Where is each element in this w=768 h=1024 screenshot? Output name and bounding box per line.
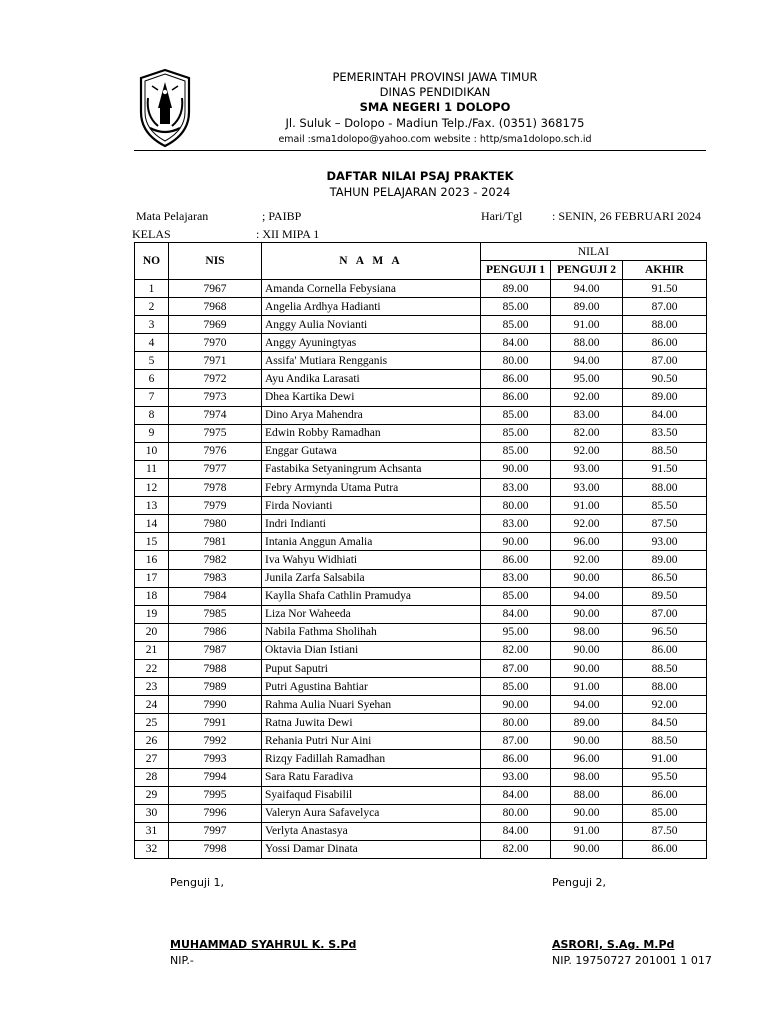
table-row xyxy=(135,479,707,497)
cell-penguji-2: 94.00 xyxy=(551,587,623,605)
cell-penguji-1: 90.00 xyxy=(481,533,551,551)
cell-nis: 7993 xyxy=(169,750,262,768)
cell-penguji-2: 92.00 xyxy=(551,551,623,569)
school-address: Jl. Suluk – Dolopo - Madiun Telp./Fax. (0351) 368175 xyxy=(285,116,585,130)
examiner-2-name: ASRORI, S.Ag. M.Pd xyxy=(552,938,675,951)
cell-penguji-2: 91.00 xyxy=(551,678,623,696)
cell-akhir: 87.00 xyxy=(623,298,707,316)
cell-nama: Anggy Ayuningtyas xyxy=(262,334,481,352)
cell-nis: 7968 xyxy=(169,298,262,316)
class-label: KELAS xyxy=(132,227,171,241)
cell-nis: 7972 xyxy=(169,370,262,388)
cell-no: 3 xyxy=(135,316,169,334)
cell-akhir: 83.50 xyxy=(623,424,707,442)
cell-akhir: 86.00 xyxy=(623,334,707,352)
cell-nama: Sara Ratu Faradiva xyxy=(262,768,481,786)
table-row xyxy=(135,424,707,442)
cell-penguji-2: 88.00 xyxy=(551,786,623,804)
cell-nama: Verlyta Anastasya xyxy=(262,822,481,840)
cell-nama: Febry Armynda Utama Putra xyxy=(262,479,481,497)
cell-penguji-2: 98.00 xyxy=(551,768,623,786)
cell-penguji-2: 90.00 xyxy=(551,732,623,750)
cell-nama: Amanda Cornella Febysiana xyxy=(262,280,481,298)
class-value: : XII MIPA 1 xyxy=(256,227,320,241)
cell-akhir: 91.00 xyxy=(623,750,707,768)
cell-no: 20 xyxy=(135,623,169,641)
cell-penguji-2: 95.00 xyxy=(551,370,623,388)
cell-no: 15 xyxy=(135,533,169,551)
subject-label: Mata Pelajaran xyxy=(136,209,209,223)
cell-nama: Liza Nor Waheeda xyxy=(262,605,481,623)
cell-akhir: 95.50 xyxy=(623,768,707,786)
cell-nis: 7984 xyxy=(169,587,262,605)
cell-penguji-2: 90.00 xyxy=(551,840,623,858)
cell-nis: 7976 xyxy=(169,442,262,460)
cell-nama: Oktavia Dian Istiani xyxy=(262,641,481,659)
province-emblem-icon xyxy=(136,68,194,148)
cell-penguji-2: 92.00 xyxy=(551,515,623,533)
cell-akhir: 89.00 xyxy=(623,551,707,569)
letterhead xyxy=(0,0,768,150)
cell-nama: Syaifaqud Fisabilil xyxy=(262,786,481,804)
cell-nis: 7990 xyxy=(169,696,262,714)
cell-penguji-2: 96.00 xyxy=(551,533,623,551)
cell-penguji-1: 89.00 xyxy=(481,280,551,298)
cell-penguji-1: 82.00 xyxy=(481,840,551,858)
cell-penguji-1: 87.00 xyxy=(481,732,551,750)
table-row xyxy=(135,605,707,623)
cell-penguji-1: 86.00 xyxy=(481,750,551,768)
header-akhir: AKHIR xyxy=(623,261,707,280)
table-row xyxy=(135,732,707,750)
cell-penguji-1: 87.00 xyxy=(481,659,551,677)
cell-nis: 7998 xyxy=(169,840,262,858)
cell-penguji-1: 80.00 xyxy=(481,497,551,515)
cell-no: 12 xyxy=(135,479,169,497)
cell-penguji-1: 90.00 xyxy=(481,696,551,714)
table-row xyxy=(135,406,707,424)
cell-no: 30 xyxy=(135,804,169,822)
cell-no: 22 xyxy=(135,659,169,677)
cell-penguji-2: 91.00 xyxy=(551,316,623,334)
cell-no: 13 xyxy=(135,497,169,515)
cell-no: 31 xyxy=(135,822,169,840)
table-row xyxy=(135,659,707,677)
cell-penguji-1: 85.00 xyxy=(481,298,551,316)
cell-nama: Junila Zarfa Salsabila xyxy=(262,569,481,587)
grades-table xyxy=(134,242,707,859)
cell-nis: 7991 xyxy=(169,714,262,732)
header-penguji-2: PENGUJI 2 xyxy=(551,261,623,280)
cell-penguji-2: 94.00 xyxy=(551,280,623,298)
table-row xyxy=(135,533,707,551)
government-line: PEMERINTAH PROVINSI JAWA TIMUR xyxy=(332,70,538,84)
cell-nis: 7980 xyxy=(169,515,262,533)
cell-nama: Rehania Putri Nur Aini xyxy=(262,732,481,750)
cell-akhir: 91.50 xyxy=(623,280,707,298)
cell-akhir: 88.50 xyxy=(623,732,707,750)
table-row xyxy=(135,352,707,370)
cell-penguji-1: 95.00 xyxy=(481,623,551,641)
table-row xyxy=(135,334,707,352)
cell-penguji-1: 84.00 xyxy=(481,822,551,840)
title-year: TAHUN PELAJARAN 2023 - 2024 xyxy=(329,185,511,199)
table-row xyxy=(135,696,707,714)
table-row xyxy=(135,822,707,840)
letterhead-divider xyxy=(134,150,706,151)
cell-no: 29 xyxy=(135,786,169,804)
cell-akhir: 89.00 xyxy=(623,388,707,406)
cell-nama: Edwin Robby Ramadhan xyxy=(262,424,481,442)
cell-penguji-2: 91.00 xyxy=(551,822,623,840)
cell-penguji-2: 93.00 xyxy=(551,479,623,497)
title-main: DAFTAR NILAI PSAJ PRAKTEK xyxy=(326,169,514,183)
cell-penguji-1: 85.00 xyxy=(481,442,551,460)
cell-penguji-1: 85.00 xyxy=(481,587,551,605)
cell-akhir: 84.50 xyxy=(623,714,707,732)
cell-nama: Dhea Kartika Dewi xyxy=(262,388,481,406)
cell-no: 24 xyxy=(135,696,169,714)
cell-nis: 7995 xyxy=(169,786,262,804)
cell-nama: Rahma Aulia Nuari Syehan xyxy=(262,696,481,714)
cell-nis: 7969 xyxy=(169,316,262,334)
cell-penguji-2: 89.00 xyxy=(551,298,623,316)
cell-no: 11 xyxy=(135,460,169,478)
cell-akhir: 92.00 xyxy=(623,696,707,714)
examiner-1-role: Penguji 1, xyxy=(170,876,225,889)
header-penguji-1: PENGUJI 1 xyxy=(481,261,551,280)
cell-akhir: 96.50 xyxy=(623,623,707,641)
cell-penguji-2: 94.00 xyxy=(551,696,623,714)
cell-nis: 7967 xyxy=(169,280,262,298)
table-row xyxy=(135,280,707,298)
cell-no: 23 xyxy=(135,678,169,696)
cell-penguji-1: 85.00 xyxy=(481,424,551,442)
cell-nis: 7987 xyxy=(169,641,262,659)
cell-nama: Ayu Andika Larasati xyxy=(262,370,481,388)
cell-no: 28 xyxy=(135,768,169,786)
cell-nama: Anggy Aulia Novianti xyxy=(262,316,481,334)
cell-nama: Enggar Gutawa xyxy=(262,442,481,460)
cell-akhir: 93.00 xyxy=(623,533,707,551)
table-row xyxy=(135,678,707,696)
document-title xyxy=(134,169,706,200)
cell-penguji-2: 82.00 xyxy=(551,424,623,442)
cell-penguji-1: 85.00 xyxy=(481,316,551,334)
cell-nis: 7975 xyxy=(169,424,262,442)
cell-akhir: 89.50 xyxy=(623,587,707,605)
cell-nis: 7983 xyxy=(169,569,262,587)
cell-no: 7 xyxy=(135,388,169,406)
cell-akhir: 86.00 xyxy=(623,840,707,858)
header-nama: N A M A xyxy=(262,243,481,280)
table-row xyxy=(135,551,707,569)
examiner-1-name: MUHAMMAD SYAHRUL K. S.Pd xyxy=(170,938,357,951)
cell-nama: Ratna Juwita Dewi xyxy=(262,714,481,732)
cell-no: 8 xyxy=(135,406,169,424)
cell-nama: Assifa' Mutiara Rengganis xyxy=(262,352,481,370)
cell-no: 9 xyxy=(135,424,169,442)
cell-penguji-1: 86.00 xyxy=(481,551,551,569)
cell-penguji-2: 98.00 xyxy=(551,623,623,641)
date-label: Hari/Tgl xyxy=(481,209,523,223)
cell-nis: 7973 xyxy=(169,388,262,406)
cell-akhir: 86.50 xyxy=(623,569,707,587)
cell-penguji-2: 89.00 xyxy=(551,714,623,732)
cell-penguji-1: 84.00 xyxy=(481,605,551,623)
cell-no: 17 xyxy=(135,569,169,587)
school-contact: email :sma1dolopo@yahoo.com website : http/sma1dolopo.sch.id xyxy=(278,134,592,145)
cell-nis: 7971 xyxy=(169,352,262,370)
cell-nama: Dino Arya Mahendra xyxy=(262,406,481,424)
cell-penguji-2: 93.00 xyxy=(551,460,623,478)
cell-penguji-1: 86.00 xyxy=(481,370,551,388)
cell-penguji-1: 85.00 xyxy=(481,678,551,696)
cell-penguji-1: 83.00 xyxy=(481,515,551,533)
cell-no: 21 xyxy=(135,641,169,659)
cell-nama: Intania Anggun Amalia xyxy=(262,533,481,551)
table-row xyxy=(135,370,707,388)
subject-value: ; PAIBP xyxy=(262,209,302,223)
cell-nama: Yossi Damar Dinata xyxy=(262,840,481,858)
cell-penguji-1: 83.00 xyxy=(481,479,551,497)
table-row xyxy=(135,804,707,822)
header-nis: NIS xyxy=(169,243,262,280)
cell-no: 5 xyxy=(135,352,169,370)
cell-penguji-2: 90.00 xyxy=(551,641,623,659)
cell-penguji-2: 90.00 xyxy=(551,605,623,623)
date-value: : SENIN, 26 FEBRUARI 2024 xyxy=(552,209,702,223)
cell-nama: Kaylla Shafa Cathlin Pramudya xyxy=(262,587,481,605)
table-row xyxy=(135,641,707,659)
cell-akhir: 87.00 xyxy=(623,352,707,370)
cell-no: 27 xyxy=(135,750,169,768)
cell-penguji-2: 91.00 xyxy=(551,497,623,515)
cell-no: 19 xyxy=(135,605,169,623)
table-row xyxy=(135,515,707,533)
table-row xyxy=(135,840,707,858)
examiner-1-nip: NIP.- xyxy=(170,954,194,967)
examiner-2-nip: NIP. 19750727 201001 1 017 xyxy=(552,954,712,967)
cell-akhir: 88.50 xyxy=(623,442,707,460)
cell-nis: 7989 xyxy=(169,678,262,696)
cell-nama: Indri Indianti xyxy=(262,515,481,533)
cell-penguji-2: 92.00 xyxy=(551,442,623,460)
cell-nis: 7970 xyxy=(169,334,262,352)
table-row xyxy=(135,623,707,641)
cell-nama: Fastabika Setyaningrum Achsanta xyxy=(262,460,481,478)
cell-penguji-2: 83.00 xyxy=(551,406,623,424)
cell-no: 32 xyxy=(135,840,169,858)
cell-penguji-1: 86.00 xyxy=(481,388,551,406)
cell-penguji-1: 84.00 xyxy=(481,334,551,352)
cell-akhir: 87.50 xyxy=(623,515,707,533)
table-row xyxy=(135,768,707,786)
cell-nama: Iva Wahyu Widhiati xyxy=(262,551,481,569)
table-row xyxy=(135,316,707,334)
table-row xyxy=(135,388,707,406)
cell-no: 18 xyxy=(135,587,169,605)
cell-penguji-1: 83.00 xyxy=(481,569,551,587)
cell-akhir: 87.00 xyxy=(623,605,707,623)
cell-penguji-2: 90.00 xyxy=(551,659,623,677)
cell-penguji-2: 90.00 xyxy=(551,804,623,822)
cell-penguji-1: 80.00 xyxy=(481,352,551,370)
cell-akhir: 88.50 xyxy=(623,659,707,677)
cell-nis: 7985 xyxy=(169,605,262,623)
cell-nama: Firda Novianti xyxy=(262,497,481,515)
department-line: DINAS PENDIDIKAN xyxy=(379,85,491,99)
cell-nama: Putri Agustina Bahtiar xyxy=(262,678,481,696)
cell-penguji-2: 90.00 xyxy=(551,569,623,587)
cell-akhir: 84.00 xyxy=(623,406,707,424)
cell-nis: 7997 xyxy=(169,822,262,840)
school-name: SMA NEGERI 1 DOLOPO xyxy=(359,100,511,114)
table-row xyxy=(135,587,707,605)
cell-nama: Angelia Ardhya Hadianti xyxy=(262,298,481,316)
cell-nis: 7988 xyxy=(169,659,262,677)
cell-penguji-1: 85.00 xyxy=(481,406,551,424)
cell-no: 16 xyxy=(135,551,169,569)
cell-no: 10 xyxy=(135,442,169,460)
cell-nama: Puput Saputri xyxy=(262,659,481,677)
cell-nis: 7977 xyxy=(169,460,262,478)
cell-penguji-1: 82.00 xyxy=(481,641,551,659)
header-no: NO xyxy=(135,243,169,280)
cell-akhir: 88.00 xyxy=(623,678,707,696)
table-row xyxy=(135,786,707,804)
table-row xyxy=(135,714,707,732)
cell-akhir: 87.50 xyxy=(623,822,707,840)
cell-nama: Nabila Fathma Sholihah xyxy=(262,623,481,641)
cell-no: 6 xyxy=(135,370,169,388)
cell-penguji-1: 90.00 xyxy=(481,460,551,478)
cell-penguji-2: 88.00 xyxy=(551,334,623,352)
table-row xyxy=(135,750,707,768)
cell-nis: 7974 xyxy=(169,406,262,424)
cell-nis: 7992 xyxy=(169,732,262,750)
cell-nama: Valeryn Aura Safavelyca xyxy=(262,804,481,822)
cell-penguji-2: 94.00 xyxy=(551,352,623,370)
cell-akhir: 85.00 xyxy=(623,804,707,822)
cell-akhir: 86.00 xyxy=(623,641,707,659)
cell-nis: 7986 xyxy=(169,623,262,641)
cell-penguji-2: 92.00 xyxy=(551,388,623,406)
cell-penguji-1: 80.00 xyxy=(481,804,551,822)
cell-no: 25 xyxy=(135,714,169,732)
examiner-2-role: Penguji 2, xyxy=(552,876,607,889)
cell-penguji-1: 93.00 xyxy=(481,768,551,786)
cell-akhir: 85.50 xyxy=(623,497,707,515)
table-row xyxy=(135,497,707,515)
letterhead-text xyxy=(200,70,670,147)
table-row xyxy=(135,460,707,478)
grades-table-body xyxy=(135,280,707,859)
cell-akhir: 86.00 xyxy=(623,786,707,804)
cell-no: 14 xyxy=(135,515,169,533)
cell-nis: 7982 xyxy=(169,551,262,569)
cell-akhir: 91.50 xyxy=(623,460,707,478)
table-row xyxy=(135,442,707,460)
table-row xyxy=(135,298,707,316)
cell-akhir: 88.00 xyxy=(623,479,707,497)
cell-penguji-1: 80.00 xyxy=(481,714,551,732)
cell-akhir: 88.00 xyxy=(623,316,707,334)
header-nilai: NILAI xyxy=(481,243,707,261)
cell-nis: 7996 xyxy=(169,804,262,822)
cell-penguji-2: 96.00 xyxy=(551,750,623,768)
table-row xyxy=(135,569,707,587)
cell-no: 2 xyxy=(135,298,169,316)
cell-nis: 7994 xyxy=(169,768,262,786)
cell-akhir: 90.50 xyxy=(623,370,707,388)
cell-nis: 7978 xyxy=(169,479,262,497)
cell-penguji-1: 84.00 xyxy=(481,786,551,804)
cell-nis: 7981 xyxy=(169,533,262,551)
cell-no: 26 xyxy=(135,732,169,750)
cell-no: 4 xyxy=(135,334,169,352)
cell-nis: 7979 xyxy=(169,497,262,515)
cell-nama: Rizqy Fadillah Ramadhan xyxy=(262,750,481,768)
cell-no: 1 xyxy=(135,280,169,298)
